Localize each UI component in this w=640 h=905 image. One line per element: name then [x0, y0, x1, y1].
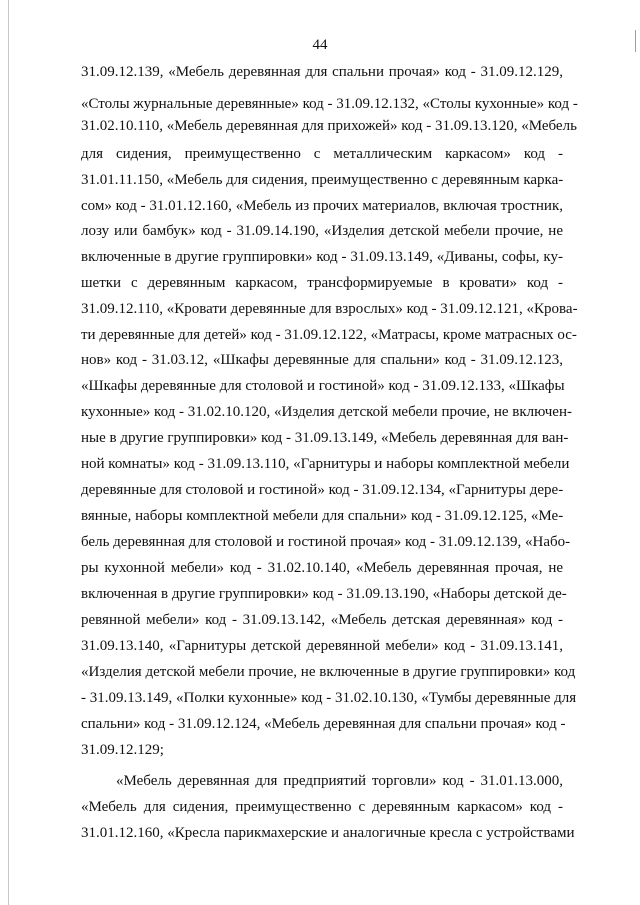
text-line: «Столы журнальные деревянные» код - 31.09.12.132, «Столы кухонные» код - [81, 96, 578, 112]
text-line: нов» код - 31.03.12, «Шкафы деревянные для спальни» код - 31.09.12.123, [81, 352, 563, 368]
text-line: ные в другие группировки» код - 31.09.13.149, «Мебель деревянная для ван- [81, 430, 569, 446]
text-line: включенные в другие группировки» код - 31.09.13.149, «Диваны, софы, ку- [81, 249, 563, 265]
text-line: вянные, наборы комплектной мебели для спальни» код - 31.09.12.125, «Ме- [81, 508, 564, 524]
text-line: 31.01.12.160, «Кресла парикмахерские и аналогичные кресла с устройствами [81, 825, 575, 841]
text-line: лозу или бамбук» код - 31.09.14.190, «Изделия детской мебели прочие, не [81, 223, 563, 239]
text-line: кухонные» код - 31.02.10.120, «Изделия детской мебели прочие, не включен- [81, 404, 572, 420]
text-line: 31.09.13.140, «Гарнитуры детской деревянной мебели» код - 31.09.13.141, [81, 638, 563, 654]
text-line: 31.09.12.139, «Мебель деревянная для спальни прочая» код - 31.09.12.129, [81, 64, 563, 80]
text-line: 31.01.11.150, «Мебель для сидения, преимущественно с деревянным карка- [81, 172, 564, 188]
text-line: «Мебель для сидения, преимущественно с деревянным каркасом» код - [81, 799, 563, 815]
text-line: ревянной мебели» код - 31.09.13.142, «Мебель детская деревянная» код - [81, 612, 563, 628]
text-line: - 31.09.13.149, «Полки кухонные» код - 31.02.10.130, «Тумбы деревянные для [81, 690, 577, 706]
text-line: 31.02.10.110, «Мебель деревянная для прихожей» код - 31.09.13.120, «Мебель [81, 118, 577, 134]
text-line: 31.09.12.110, «Кровати деревянные для взрослых» код - 31.09.12.121, «Крова- [81, 301, 578, 317]
text-line: бель деревянная для столовой и гостиной прочая» код - 31.09.12.139, «Набо- [81, 534, 571, 550]
text-line: для сидения, преимущественно с металлическим каркасом» код - [81, 146, 563, 162]
paragraph-first-line: «Мебель деревянная для предприятий торговли» код - 31.01.13.000, [116, 773, 563, 789]
text-line: шетки с деревянным каркасом, трансформируемые в кровати» код - [81, 275, 563, 291]
text-line: 31.09.12.129; [81, 742, 164, 758]
text-line: деревянные для столовой и гостиной» код - 31.09.12.134, «Гарнитуры дере- [81, 482, 564, 498]
text-line: ры кухонной мебели» код - 31.02.10.140, «Мебель деревянная прочая, не [81, 560, 563, 576]
text-line: «Изделия детской мебели прочие, не включенные в другие группировки» код [81, 664, 576, 680]
text-line: спальни» код - 31.09.12.124, «Мебель деревянная для спальни прочая» код - [81, 716, 566, 732]
text-line: «Шкафы деревянные для столовой и гостиной» код - 31.09.12.133, «Шкафы [81, 378, 565, 394]
text-line: сом» код - 31.01.12.160, «Мебель из прочих материалов, включая тростник, [81, 198, 563, 214]
text-line: включенная в другие группировки» код - 31.09.13.190, «Наборы детской де- [81, 586, 567, 602]
text-line: ной комнаты» код - 31.09.13.110, «Гарнитуры и наборы комплектной мебели [81, 456, 570, 472]
page-number: 44 [312, 37, 328, 53]
text-line: ти деревянные для детей» код - 31.09.12.122, «Матрасы, кроме матрасных ос- [81, 327, 577, 343]
scan-edge-line [8, 0, 9, 905]
